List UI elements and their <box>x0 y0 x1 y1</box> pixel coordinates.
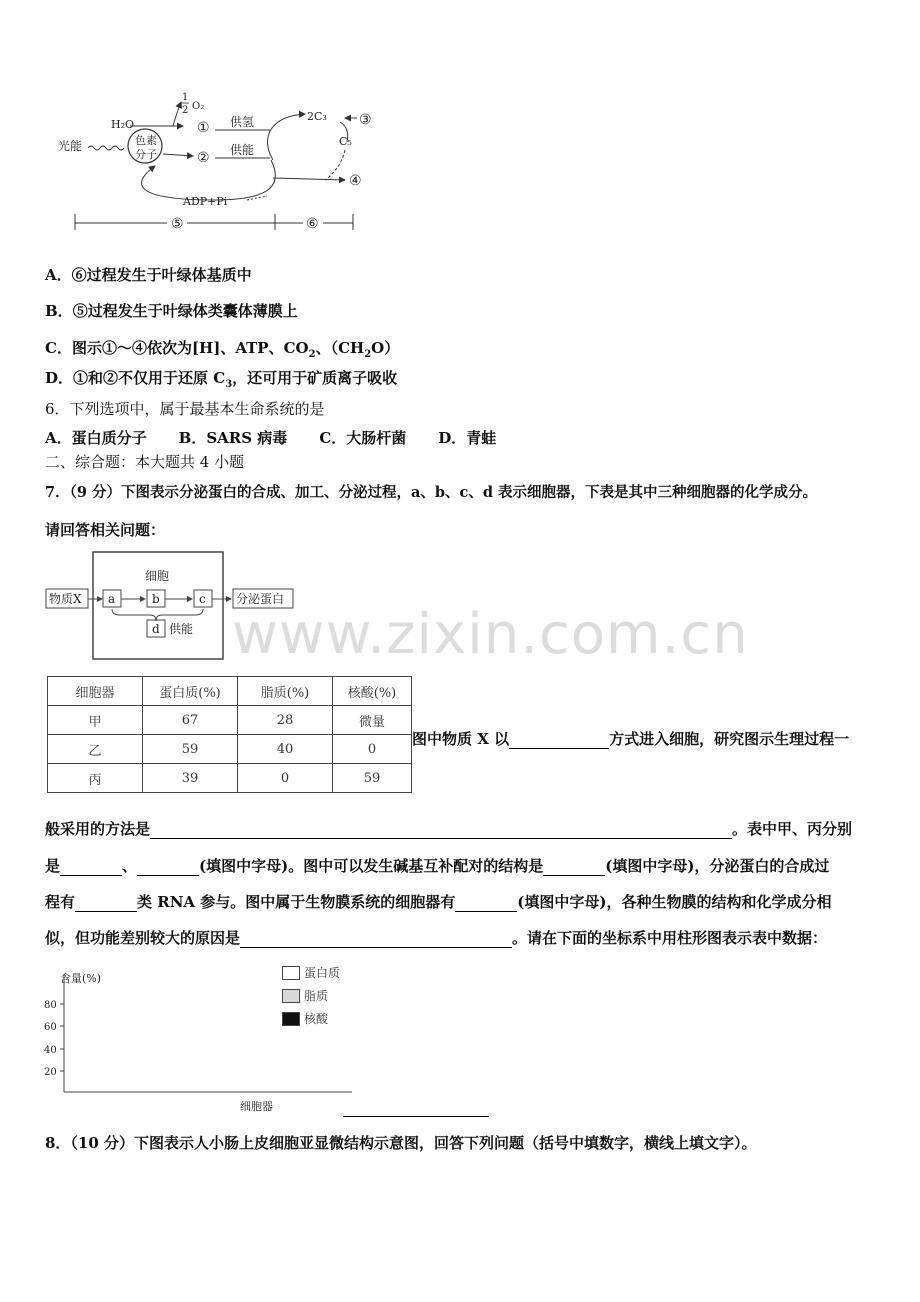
answer-blank[interactable] <box>455 895 517 912</box>
empty-bar-chart <box>42 962 362 1114</box>
table-cell: 甲 <box>48 706 143 735</box>
option-a: A．⑥过程发生于叶绿体基质中 <box>45 266 252 284</box>
table-cell: 0 <box>333 735 412 764</box>
chart-answer-blank[interactable] <box>343 1116 489 1117</box>
q7-line3: 是 、 (填图中字母)。图中可以发生碱基互补配对的结构是 (填图中字母)，分泌蛋白的合成过 <box>45 857 830 875</box>
circle-2: ② <box>197 150 210 166</box>
svg-text:2: 2 <box>182 105 189 116</box>
supply-energy: 供能 <box>169 622 194 636</box>
tick-label: 40 <box>44 1045 57 1056</box>
organelle-table <box>47 676 412 793</box>
circle-4: ④ <box>349 173 362 189</box>
table-cell: 39 <box>143 764 238 793</box>
q7-line1: 图中物质 X 以 方式进入细胞，研究图示生理过程一 <box>412 730 850 748</box>
pigment-label-bottom: 分子 <box>135 148 157 161</box>
q7-stem-2: 请回答相关问题： <box>45 521 166 539</box>
answer-blank[interactable] <box>60 859 122 876</box>
c5-label: C₅ <box>339 135 352 148</box>
svg-text:1: 1 <box>182 92 189 103</box>
photosynthesis-diagram <box>55 88 375 240</box>
table-header: 核酸(%) <box>333 677 412 706</box>
organelle-c: c <box>199 592 206 606</box>
substance-x-label: 物质X <box>49 592 82 606</box>
organelle-a: a <box>108 592 116 606</box>
table-cell: 乙 <box>48 735 143 764</box>
tick-label: 20 <box>44 1067 57 1078</box>
option-b: B．⑤过程发生于叶绿体类囊体薄膜上 <box>45 302 298 320</box>
o2-label: O₂ <box>192 101 205 112</box>
circle-3: ③ <box>359 112 372 128</box>
table-row <box>48 706 412 735</box>
q7-line4: 程有 类 RNA 参与。图中属于生物膜系统的细胞器有 (填图中字母)，各种生物膜的结构和化学成分相 <box>45 893 832 911</box>
section-heading: 二、综合题：本大题共 4 小题 <box>45 453 245 471</box>
tick-label: 60 <box>44 1022 57 1033</box>
table-cell: 微量 <box>333 706 412 735</box>
pigment-label-top: 色素 <box>135 134 157 147</box>
q7-line5: 似，但功能差别较大的原因是 。请在下面的坐标系中用柱形图表示表中数据： <box>45 929 828 947</box>
secreted-protein-label: 分泌蛋白 <box>236 592 285 606</box>
cell-label: 细胞 <box>145 569 170 583</box>
answer-blank[interactable] <box>509 732 609 749</box>
q8-stem: 8．（10 分）下图表示人小肠上皮细胞亚显微结构示意图，回答下列问题（括号中填数字，横线上填文字）。 <box>45 1134 757 1152</box>
legend-label: 脂质 <box>304 989 329 1003</box>
q7-line2: 般采用的方法是 。表中甲、丙分别 <box>45 820 853 838</box>
legend-label: 蛋白质 <box>304 966 341 980</box>
q7-stem: 7．（9 分）下图表示分泌蛋白的合成、加工、分泌过程，a、b、c、d 表示细胞器，下表是其中三种细胞器的化学成分。 <box>45 484 818 501</box>
table-header: 蛋白质(%) <box>143 677 238 706</box>
legend-swatch-protein <box>282 966 300 980</box>
watermark: www.zixin.com.cn <box>232 602 749 667</box>
table-cell: 丙 <box>48 764 143 793</box>
c3-label: 2C₃ <box>307 110 327 123</box>
q6-stem: 6．下列选项中，属于最基本生命系统的是 <box>45 400 325 418</box>
table-cell: 67 <box>143 706 238 735</box>
table-cell: 59 <box>143 735 238 764</box>
y-axis-label: 含量(%) <box>60 972 102 985</box>
option-d: D．①和②不仅用于还原 $C_3$，还可用于矿质离子吸收 <box>45 369 398 390</box>
table-cell: 40 <box>238 735 333 764</box>
answer-blank[interactable] <box>137 859 199 876</box>
circle-6: ⑥ <box>306 216 319 232</box>
answer-blank[interactable] <box>543 859 605 876</box>
table-header: 脂质(%) <box>238 677 333 706</box>
organelle-b: b <box>152 592 160 606</box>
option-c: C．图示①～④依次为[H]、ATP、$CO_2$、$(CH_2O)$ <box>45 339 400 360</box>
q6-options: A．蛋白质分子 B．SARS 病毒 C．大肠杆菌 D．青蛙 <box>45 429 497 447</box>
h2o-label: H₂O <box>111 118 135 131</box>
circle-5: ⑤ <box>171 216 184 232</box>
answer-blank[interactable] <box>240 931 512 948</box>
light-label: 光能 <box>58 139 83 153</box>
light-wave <box>88 146 124 150</box>
table-cell: 59 <box>333 764 412 793</box>
supply-energy-label: 供能 <box>230 143 255 157</box>
legend-swatch-lipid <box>282 989 300 1003</box>
x-axis-label: 细胞器 <box>240 1100 273 1113</box>
table-cell: 0 <box>238 764 333 793</box>
table-row <box>48 764 412 793</box>
tick-label: 80 <box>44 1000 57 1011</box>
legend-label: 核酸 <box>304 1012 329 1026</box>
table-row <box>48 735 412 764</box>
legend-swatch-nucleic <box>282 1012 300 1026</box>
answer-blank[interactable] <box>75 895 137 912</box>
table-cell: 28 <box>238 706 333 735</box>
supply-h-label: 供氢 <box>230 115 255 129</box>
answer-blank[interactable] <box>150 822 732 839</box>
table-header: 细胞器 <box>48 677 143 706</box>
adp-label: ADP+Pi <box>183 195 228 208</box>
table-header-row <box>48 677 412 706</box>
circle-1: ① <box>197 120 210 136</box>
organelle-d: d <box>152 622 160 636</box>
